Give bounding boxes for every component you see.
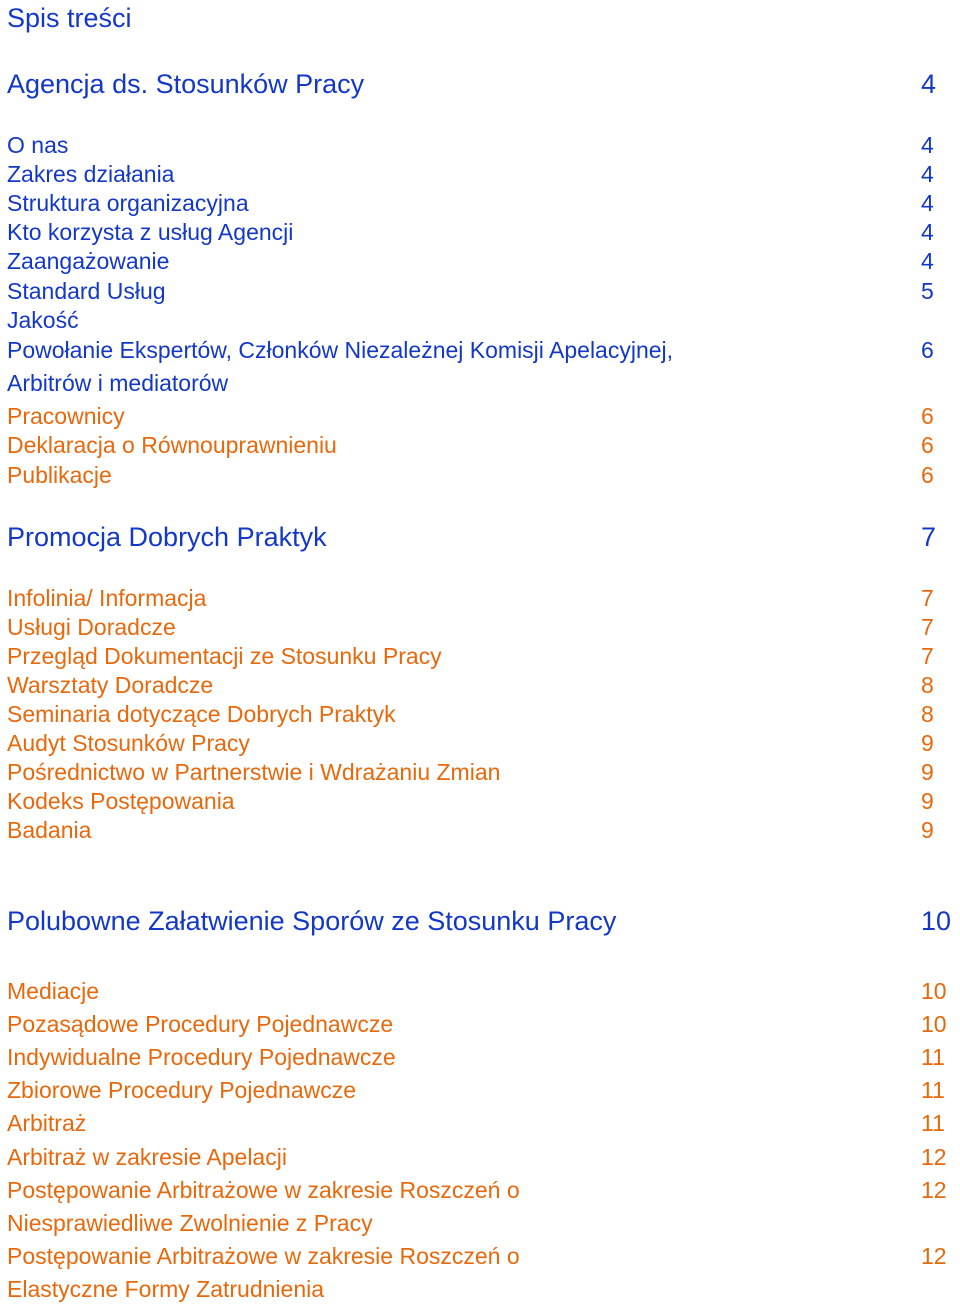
toc-entry-label: Standard Usług [7,278,166,304]
toc-entry-page: 12 [921,1177,947,1203]
toc-entry-label: Przegląd Dokumentacji ze Stosunku Pracy [7,643,442,669]
toc-heading-page: 7 [921,522,937,552]
toc-entry-page: 12 [921,1144,947,1170]
toc-entry-page: 11 [921,1110,945,1136]
toc-entry-label: Elastyczne Formy Zatrudnienia [7,1276,325,1302]
toc-entry-page: 5 [921,278,934,304]
toc-entry-label: Indywidualne Procedury Pojednawcze [7,1044,396,1070]
toc-entry-page: 9 [921,759,934,785]
toc-entry-page: 12 [921,1243,947,1269]
toc-entry-page: 7 [921,614,934,640]
toc-entry-label: Arbitraż w zakresie Apelacji [7,1144,287,1170]
toc-entry-page: 6 [921,403,934,429]
toc-entry-page: 6 [921,432,934,458]
toc-entry-label: Struktura organizacyjna [7,190,249,216]
toc-entry-page: 11 [921,1044,945,1070]
toc-entry-page: 9 [921,730,934,756]
toc-entry-label: Badania [7,817,92,843]
toc-entry-page: 4 [921,248,934,274]
toc-entry-label: Powołanie Ekspertów, Członków Niezależnej Komisji Apelacyjnej, [7,337,674,363]
toc-entry-page: 8 [921,701,934,727]
toc-entry-label: Zbiorowe Procedury Pojednawcze [7,1077,357,1103]
toc-entry-page: 6 [921,337,934,363]
toc-entry-page: 6 [921,462,934,488]
toc-entry-page: 4 [921,219,934,245]
toc-title: Spis treści [7,3,132,33]
toc-entry-label: Kto korzysta z usług Agencji [7,219,294,245]
toc-entry-label: Mediacje [7,978,100,1004]
toc-entry-label: O nas [7,132,69,158]
toc-entry-label: Zaangażowanie [7,248,170,274]
toc-entry-label: Arbitraż [7,1110,87,1136]
toc-entry-page: 7 [921,585,934,611]
toc-entry-label: Deklaracja o Równouprawnieniu [7,432,337,458]
toc-entry-label: Publikacje [7,462,112,488]
toc-entry-label: Pracownicy [7,403,125,429]
toc-entry-page: 4 [921,161,934,187]
toc-heading-label: Polubowne Załatwienie Sporów ze Stosunku Pracy [7,906,617,936]
toc-entry-label: Arbitrów i mediatorów [7,370,229,396]
toc-entry-label: Kodeks Postępowania [7,788,235,814]
toc-entry-label: Niesprawiedliwe Zwolnienie z Pracy [7,1210,373,1236]
toc-entry-label: Warsztaty Doradcze [7,672,214,698]
toc-heading-page: 10 [921,906,952,936]
toc-entry-label: Pozasądowe Procedury Pojednawcze [7,1011,394,1037]
toc-entry-label: Infolinia/ Informacja [7,585,207,611]
toc-entry-page: 4 [921,190,934,216]
toc-entry-page: 4 [921,132,934,158]
toc-entry-page: 7 [921,643,934,669]
toc-entry-label: Jakość [7,307,79,333]
toc-entry-page: 11 [921,1077,945,1103]
toc-entry-page: 10 [921,978,947,1004]
toc-entry-label: Audyt Stosunków Pracy [7,730,250,756]
toc-entry-label: Pośrednictwo w Partnerstwie i Wdrażaniu Zmian [7,759,501,785]
toc-entry-label: Zakres działania [7,161,175,187]
toc-entry-label: Seminaria dotyczące Dobrych Praktyk [7,701,396,727]
toc-entry-page: 9 [921,817,934,843]
toc-heading-label: Promocja Dobrych Praktyk [7,522,327,552]
toc-entry-page: 10 [921,1011,947,1037]
toc-entry-page: 9 [921,788,934,814]
toc-entry-label: Postępowanie Arbitrażowe w zakresie Roszczeń o [7,1177,520,1203]
toc-entry-page: 8 [921,672,934,698]
toc-heading-label: Agencja ds. Stosunków Pracy [7,69,365,99]
toc-heading-page: 4 [921,69,937,99]
toc-entry-label: Postępowanie Arbitrażowe w zakresie Roszczeń o [7,1243,520,1269]
toc-entry-label: Usługi Doradcze [7,614,176,640]
